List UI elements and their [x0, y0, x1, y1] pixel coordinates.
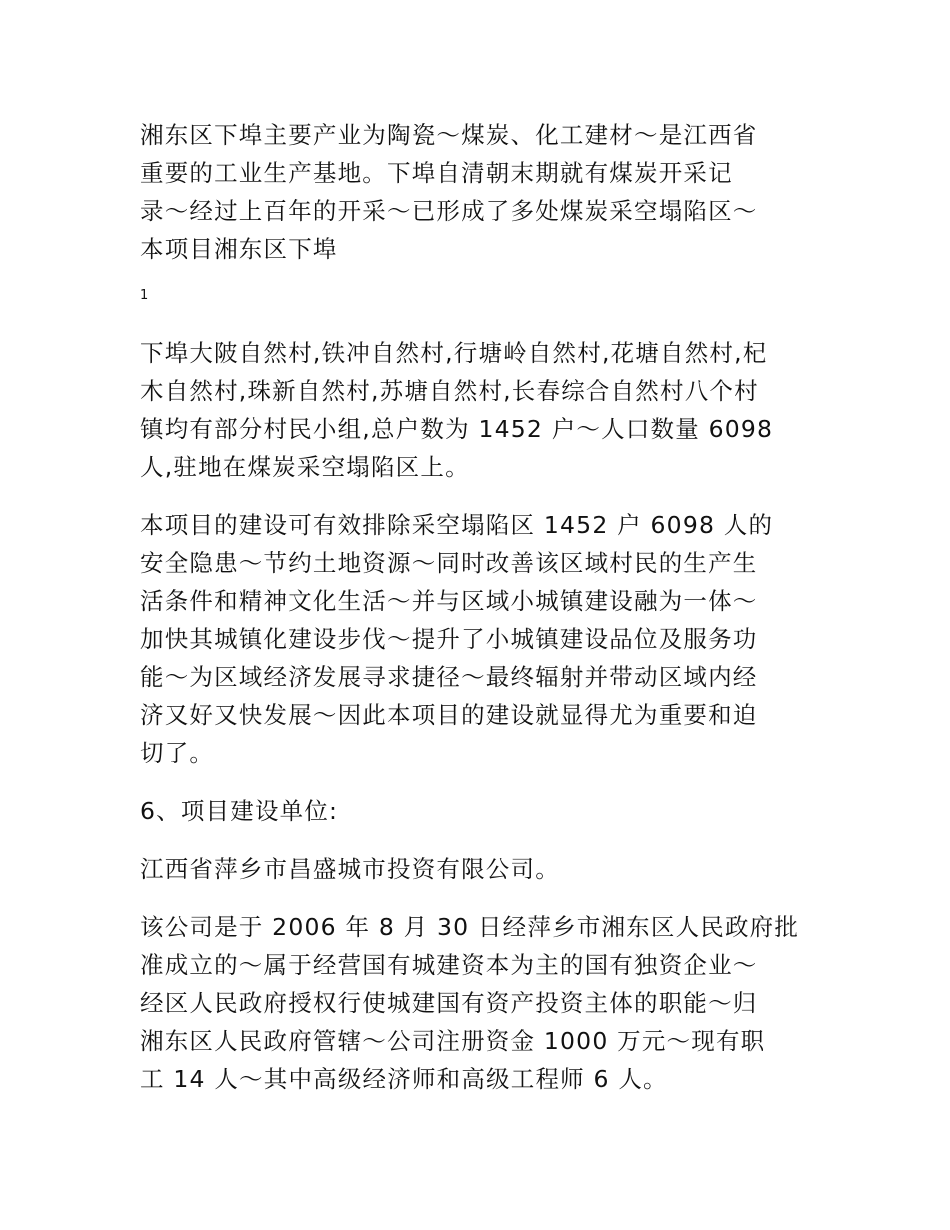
text-line: 本项目湘东区下埠	[140, 235, 338, 263]
text-line: 湘东区人民政府管辖～公司注册资金 1000 万元～现有职	[140, 1027, 766, 1055]
page-number: 1	[140, 288, 149, 303]
document-body	[140, 116, 810, 1118]
paragraph-industry	[140, 116, 810, 268]
text-line: 安全隐患～节约土地资源～同时改善该区域村民的生产生	[140, 549, 758, 577]
text-line: 下埠大陂自然村,铁冲自然村,行塘岭自然村,花塘自然村,杞	[140, 339, 768, 367]
text-line: 木自然村,珠新自然村,苏塘自然村,长春综合自然村八个村	[140, 377, 759, 405]
text-line: 经区人民政府授权行使城建国有资产投资主体的职能～归	[140, 989, 758, 1017]
text-line: 湘东区下埠主要产业为陶瓷～煤炭、化工建材～是江西省	[140, 121, 758, 149]
text-line: 录～经过上百年的开采～已形成了多处煤炭采空塌陷区～	[140, 197, 758, 225]
text-line: 加快其城镇化建设步伐～提升了小城镇建设品位及服务功	[140, 625, 758, 653]
section-heading	[140, 792, 810, 830]
text-line: 本项目的建设可有效排除采空塌陷区 1452 户 6098 人的	[140, 511, 774, 539]
text-line: 该公司是于 2006 年 8 月 30 日经萍乡市湘东区人民政府批	[140, 913, 800, 941]
text-line: 6、项目建设单位:	[140, 797, 339, 825]
paragraph-company-info	[140, 908, 810, 1098]
text-line: 重要的工业生产基地。下埠自清朝末期就有煤炭开采记	[140, 159, 733, 187]
text-line: 工 14 人～其中高级经济师和高级工程师 6 人。	[140, 1065, 668, 1093]
text-line: 准成立的～属于经营国有城建资本为主的国有独资企业～	[140, 951, 758, 979]
text-line: 人,驻地在煤炭采空塌陷区上。	[140, 453, 470, 481]
text-line: 切了。	[140, 739, 215, 767]
paragraph-villages	[140, 334, 810, 486]
paragraph-company-name	[140, 850, 810, 888]
text-line: 济又好又快发展～因此本项目的建设就显得尤为重要和迫	[140, 701, 758, 729]
text-line: 江西省萍乡市昌盛城市投资有限公司。	[140, 855, 560, 883]
text-line: 能～为区域经济发展寻求捷径～最终辐射并带动区域内经	[140, 663, 758, 691]
paragraph-benefits	[140, 506, 810, 772]
text-line: 镇均有部分村民小组,总户数为 1452 户～人口数量 6098	[140, 415, 774, 443]
text-line: 活条件和精神文化生活～并与区域小城镇建设融为一体～	[140, 587, 758, 615]
